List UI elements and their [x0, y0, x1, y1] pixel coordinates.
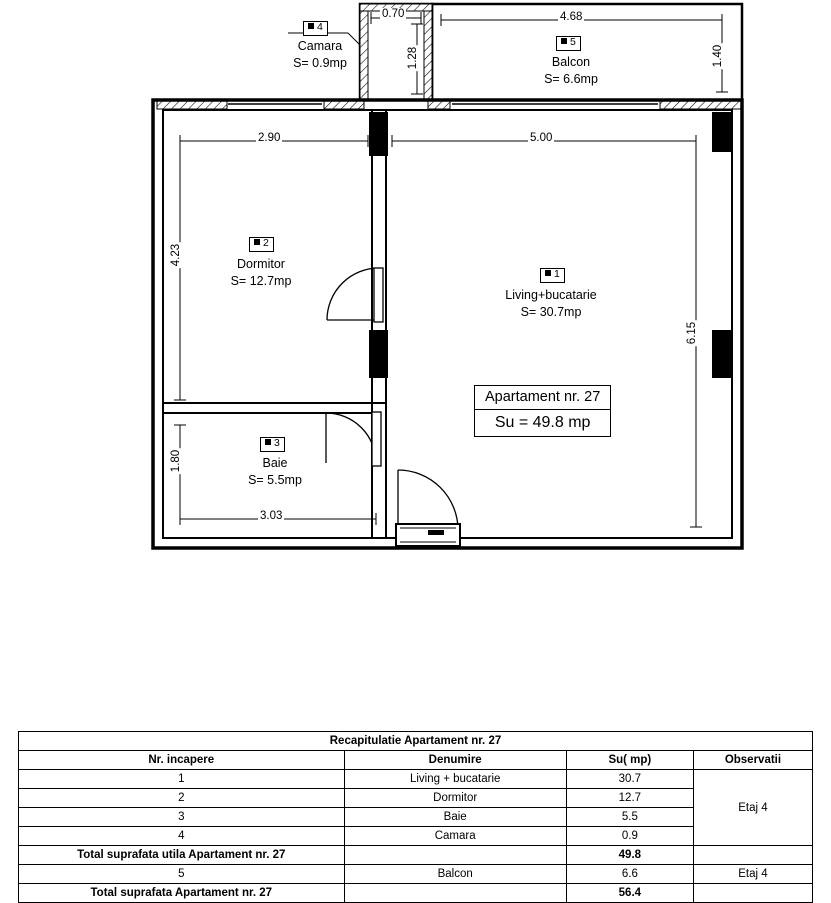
cell-denumire: Dormitor	[344, 789, 566, 808]
room-label-camara	[281, 38, 359, 72]
room-number-2: 2	[249, 237, 274, 252]
room-label-dormitor	[216, 256, 306, 290]
total-utila-blank	[344, 846, 566, 865]
table-row	[19, 770, 813, 789]
cell-denumire: Living + bucatarie	[344, 770, 566, 789]
dim-balcon-height: 1.40	[712, 44, 725, 68]
room-number-4: 4	[303, 21, 328, 36]
cell-su: 5.5	[566, 808, 693, 827]
col-header-denumire: Denumire	[344, 751, 566, 770]
apartment-box-divider	[475, 409, 610, 410]
total-value: 56.4	[566, 884, 693, 903]
dim-dormitor-height: 4.23	[170, 243, 183, 267]
room-label-living	[490, 287, 612, 321]
total-blank	[344, 884, 566, 903]
table-total-row	[19, 884, 813, 903]
total-utila-value: 49.8	[566, 846, 693, 865]
room-area-living: S= 30.7mp	[520, 304, 582, 319]
cell-nr: 4	[19, 827, 345, 846]
cell-su: 6.6	[566, 865, 693, 884]
dim-baie-width: 3.03	[260, 510, 283, 522]
col-header-nr: Nr. incapere	[19, 751, 345, 770]
apartment-summary-box	[474, 385, 611, 437]
dim-camara-height: 1.28	[407, 46, 420, 70]
dim-balcon-width: 4.68	[560, 11, 583, 23]
room-number-3: 3	[260, 437, 285, 452]
cell-observatii-group: Etaj 4	[693, 770, 812, 846]
cell-denumire: Camara	[344, 827, 566, 846]
dim-camara-width: 0.70	[382, 8, 405, 20]
table-title: Recapitulatie Apartament nr. 27	[19, 732, 813, 751]
dim-living-width: 5.00	[530, 132, 553, 144]
apartment-area: Su = 49.8 mp	[494, 414, 591, 431]
cell-nr: 5	[19, 865, 345, 884]
cell-nr: 3	[19, 808, 345, 827]
room-label-balcon	[526, 54, 616, 88]
cell-su: 0.9	[566, 827, 693, 846]
dim-baie-height: 1.80	[170, 449, 183, 473]
recapitulation-table	[18, 731, 813, 903]
dim-dormitor-width: 2.90	[258, 132, 281, 144]
table-row	[19, 865, 813, 884]
dim-living-height: 6.15	[686, 321, 699, 345]
cell-denumire: Baie	[344, 808, 566, 827]
cell-su: 30.7	[566, 770, 693, 789]
room-name-camara: Camara	[297, 39, 343, 53]
cell-su: 12.7	[566, 789, 693, 808]
room-name-dormitor: Dormitor	[237, 257, 285, 271]
room-area-dormitor: S= 12.7mp	[230, 273, 292, 288]
total-utila-obs	[693, 846, 812, 865]
table-total-utila-row	[19, 846, 813, 865]
col-header-observatii: Observatii	[693, 751, 812, 770]
room-area-balcon: S= 6.6mp	[544, 71, 598, 86]
room-area-camara: S= 0.9mp	[293, 55, 347, 70]
col-header-su: Su( mp)	[566, 751, 693, 770]
total-utila-label: Total suprafata utila Apartament nr. 27	[19, 846, 345, 865]
total-obs	[693, 884, 812, 903]
room-name-balcon: Balcon	[551, 55, 591, 69]
room-area-baie: S= 5.5mp	[248, 472, 302, 487]
room-number-1: 1	[540, 268, 565, 283]
cell-nr: 2	[19, 789, 345, 808]
cell-observatii: Etaj 4	[693, 865, 812, 884]
cell-nr: 1	[19, 770, 345, 789]
room-name-baie: Baie	[262, 456, 288, 470]
total-label: Total suprafata Apartament nr. 27	[19, 884, 345, 903]
cell-denumire: Balcon	[344, 865, 566, 884]
room-label-baie	[230, 455, 320, 489]
room-number-5: 5	[556, 36, 581, 51]
table-header-row	[19, 751, 813, 770]
table-title-row	[19, 732, 813, 751]
apartment-title: Apartament nr. 27	[485, 389, 601, 405]
room-name-living: Living+bucatarie	[505, 288, 597, 302]
